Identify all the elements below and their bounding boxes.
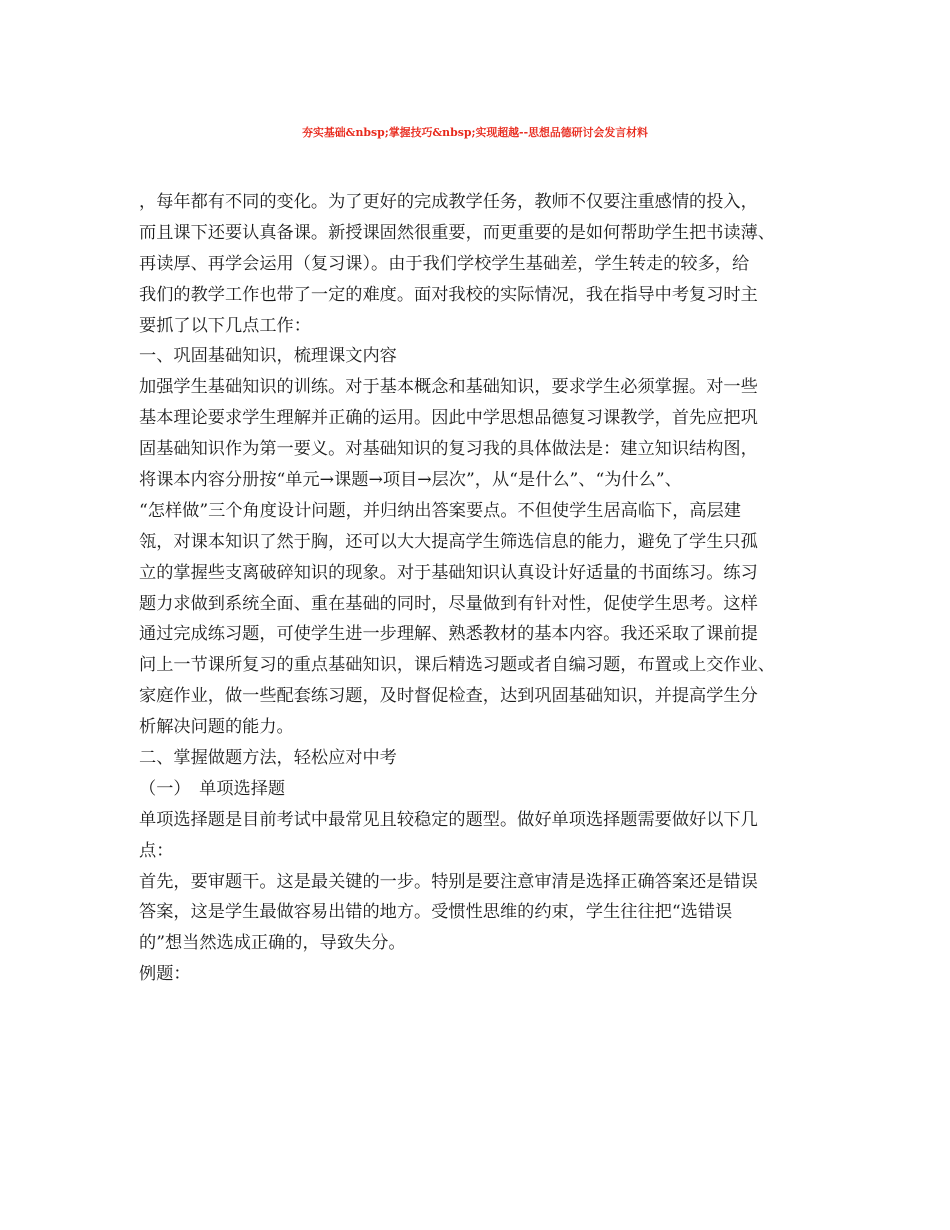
text-line: 家庭作业，做一些配套练习题，及时督促检查，达到巩固基础知识，并提高学生分 — [139, 686, 758, 707]
text-line: 答案，这是学生最做容易出错的地方。受惯性思维的约束，学生往往把“选错误 — [139, 902, 733, 923]
text-line: 瓴，对课本知识了然于胸，还可以大大提高学生筛选信息的能力，避免了学生只孤 — [139, 531, 758, 552]
text-line: 单项选择题是目前考试中最常见且较稳定的题型。做好单项选择题需要做好以下几 — [139, 809, 758, 830]
document-title: 夯实基础&nbsp;掌握技巧&nbsp;实现超越--思想品德研讨会发言材料 — [302, 126, 648, 139]
text-line: 基本理论要求学生理解并正确的运用。因此中学思想品德复习课教学，首先应把巩 — [139, 408, 758, 429]
text-line: 我们的教学工作也带了一定的难度。面对我校的实际情况，我在指导中考复习时主 — [139, 284, 758, 305]
text-line: 要抓了以下几点工作： — [139, 315, 311, 336]
text-line: 例题： — [139, 964, 191, 985]
text-line: 将课本内容分册按“单元→课题→项目→层次”，从“是什么”、“为什么”、 — [139, 470, 682, 491]
text-line: 一、巩固基础知识，梳理课文内容 — [139, 346, 397, 367]
text-line: “怎样做”三个角度设计问题，并归纳出答案要点。不但使学生居高临下，高层建 — [139, 500, 741, 521]
text-line: 题力求做到系统全面、重在基础的同时，尽量做到有针对性，促使学生思考。这样 — [139, 593, 758, 614]
text-line: 加强学生基础知识的训练。对于基本概念和基础知识，要求学生必须掌握。对一些 — [139, 377, 758, 398]
text-line: 再读厚、再学会运用（复习课）。由于我们学校学生基础差，学生转走的较多，给 — [139, 253, 750, 274]
text-line: 首先，要审题干。这是最关键的一步。特别是要注意审清是选择正确答案还是错误 — [139, 871, 758, 892]
text-line: 问上一节课所复习的重点基础知识，课后精选习题或者自编习题，布置或上交作业、 — [139, 655, 775, 676]
text-line: （一） 单项选择题 — [139, 778, 286, 799]
text-line: ，每年都有不同的变化。为了更好的完成教学任务，教师不仅要注重感情的投入， — [139, 192, 758, 212]
text-line: 立的掌握些支离破碎知识的现象。对于基础知识认真设计好适量的书面练习。练习 — [139, 562, 758, 583]
text-line: 二、掌握做题方法，轻松应对中考 — [139, 748, 397, 769]
text-line: 点： — [139, 840, 174, 861]
text-line: 固基础知识作为第一要义。对基础知识的复习我的具体做法是：建立知识结构图， — [139, 439, 758, 460]
text-line: 的”想当然选成正确的，导致失分。 — [139, 933, 406, 954]
text-line: 析解决问题的能力。 — [139, 717, 294, 738]
text-line: 通过完成练习题，可使学生进一步理解、熟悉教材的基本内容。我还采取了课前提 — [139, 624, 758, 645]
document-body — [139, 187, 819, 990]
text-line: 而且课下还要认真备课。新授课固然很重要，而更重要的是如何帮助学生把书读薄、 — [139, 222, 775, 243]
